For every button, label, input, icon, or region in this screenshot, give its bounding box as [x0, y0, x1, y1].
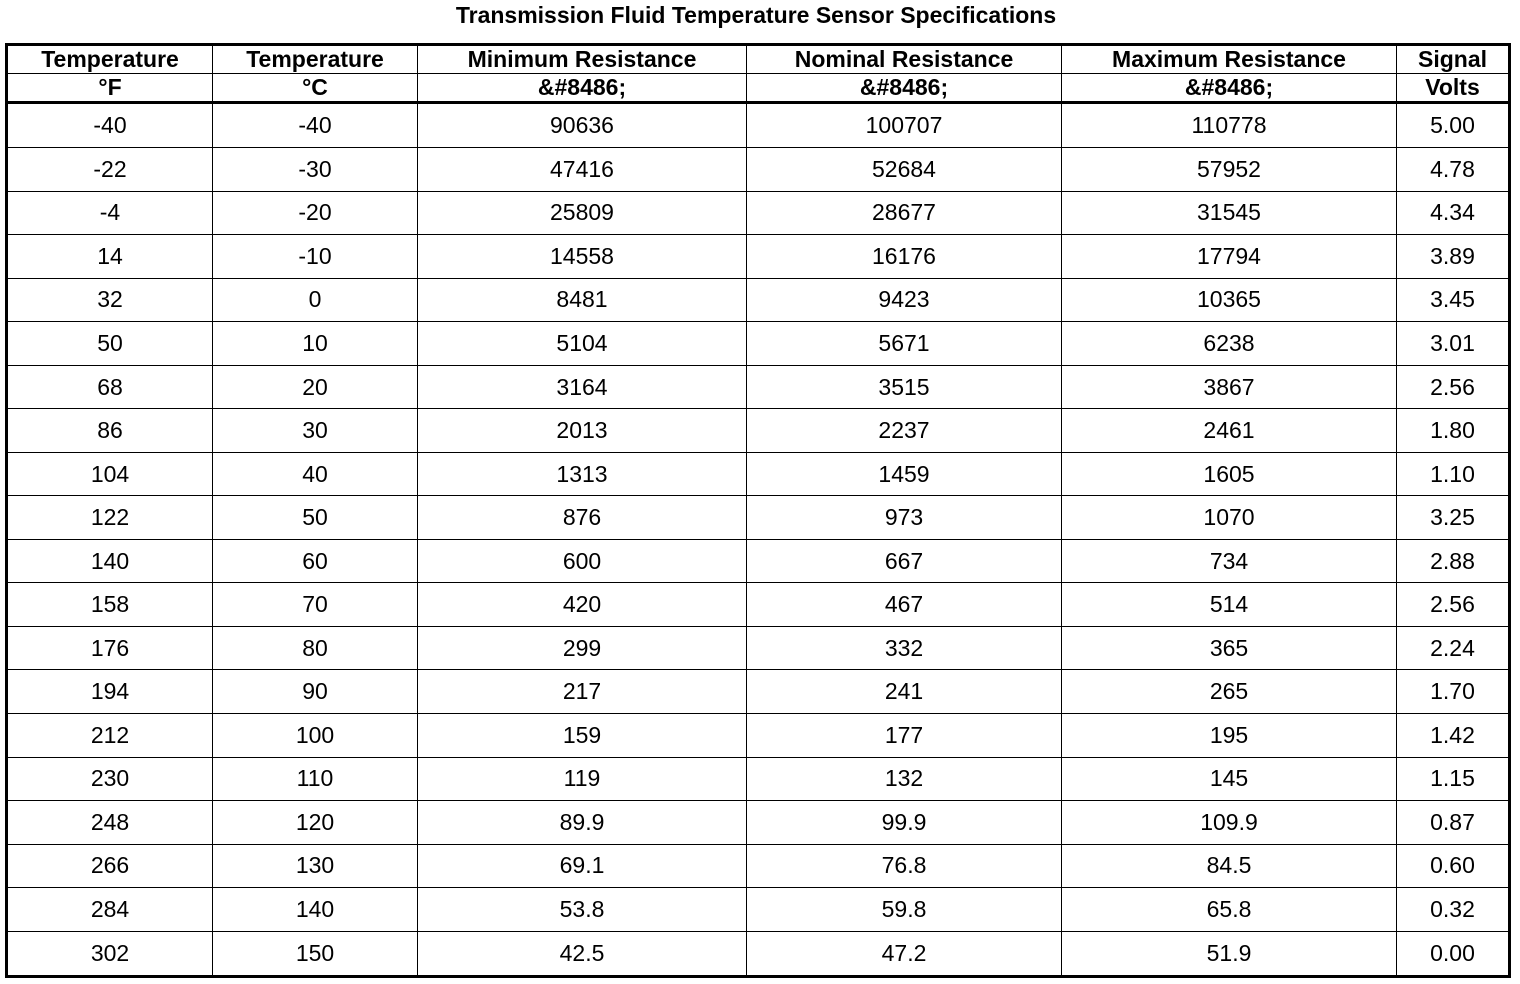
table-cell: 80: [213, 626, 418, 670]
table-row: [7, 583, 1510, 627]
table-cell: 1.80: [1397, 409, 1510, 453]
table-cell: 2.24: [1397, 626, 1510, 670]
table-cell: 5.00: [1397, 103, 1510, 148]
table-cell: 14: [7, 235, 213, 279]
table-cell: -4: [7, 191, 213, 235]
table-cell: 90636: [418, 103, 747, 148]
table-cell: 2461: [1062, 409, 1397, 453]
table-cell: 25809: [418, 191, 747, 235]
table-cell: 365: [1062, 626, 1397, 670]
unit-cell: &#8486;: [1062, 74, 1397, 103]
table-cell: 876: [418, 496, 747, 540]
table-cell: 265: [1062, 670, 1397, 714]
header-cell: Minimum Resistance: [418, 45, 747, 74]
table-cell: 76.8: [747, 844, 1062, 888]
header-row-1: [7, 45, 1510, 74]
table-row: [7, 670, 1510, 714]
table-cell: 69.1: [418, 844, 747, 888]
table-cell: 1605: [1062, 452, 1397, 496]
unit-cell: Volts: [1397, 74, 1510, 103]
table-cell: -10: [213, 235, 418, 279]
header-row-2: [7, 74, 1510, 103]
table-cell: -30: [213, 148, 418, 192]
table-cell: 50: [7, 322, 213, 366]
table-cell: 57952: [1062, 148, 1397, 192]
table-cell: 109.9: [1062, 801, 1397, 845]
table-cell: 667: [747, 539, 1062, 583]
table-cell: 0: [213, 278, 418, 322]
table-cell: 140: [7, 539, 213, 583]
table-cell: 3867: [1062, 365, 1397, 409]
table-cell: 60: [213, 539, 418, 583]
table-cell: 5671: [747, 322, 1062, 366]
table-row: [7, 409, 1510, 453]
table-cell: 734: [1062, 539, 1397, 583]
table-cell: 230: [7, 757, 213, 801]
table-cell: -22: [7, 148, 213, 192]
header-cell: Temperature: [7, 45, 213, 74]
table-cell: -40: [213, 103, 418, 148]
unit-cell: °C: [213, 74, 418, 103]
header-cell: Signal: [1397, 45, 1510, 74]
unit-cell: &#8486;: [747, 74, 1062, 103]
table-cell: 52684: [747, 148, 1062, 192]
table-cell: 1.42: [1397, 714, 1510, 758]
table-row: [7, 148, 1510, 192]
table-cell: 0.00: [1397, 931, 1510, 976]
table-cell: 47416: [418, 148, 747, 192]
table-row: [7, 539, 1510, 583]
table-cell: 42.5: [418, 931, 747, 976]
table-cell: 90: [213, 670, 418, 714]
table-row: [7, 452, 1510, 496]
table-cell: 217: [418, 670, 747, 714]
table-cell: 248: [7, 801, 213, 845]
table-cell: 59.8: [747, 888, 1062, 932]
table-cell: 31545: [1062, 191, 1397, 235]
table-cell: 4.78: [1397, 148, 1510, 192]
table-cell: 420: [418, 583, 747, 627]
table-cell: 122: [7, 496, 213, 540]
table-cell: 110: [213, 757, 418, 801]
table-body: [7, 103, 1510, 977]
table-cell: 241: [747, 670, 1062, 714]
table-cell: 100: [213, 714, 418, 758]
table-cell: 600: [418, 539, 747, 583]
table-cell: 100707: [747, 103, 1062, 148]
table-cell: 3.89: [1397, 235, 1510, 279]
table-row: [7, 235, 1510, 279]
table-cell: 84.5: [1062, 844, 1397, 888]
table-header: [7, 45, 1510, 103]
table-cell: 1.15: [1397, 757, 1510, 801]
table-cell: -40: [7, 103, 213, 148]
table-cell: 2.56: [1397, 365, 1510, 409]
table-cell: 10365: [1062, 278, 1397, 322]
table-cell: 14558: [418, 235, 747, 279]
table-cell: 99.9: [747, 801, 1062, 845]
table-cell: 302: [7, 931, 213, 976]
table-cell: 145: [1062, 757, 1397, 801]
table-cell: 4.34: [1397, 191, 1510, 235]
table-row: [7, 278, 1510, 322]
table-cell: 5104: [418, 322, 747, 366]
table-cell: 1459: [747, 452, 1062, 496]
table-cell: 32: [7, 278, 213, 322]
table-cell: 194: [7, 670, 213, 714]
table-cell: 3.01: [1397, 322, 1510, 366]
table-cell: 40: [213, 452, 418, 496]
table-cell: 110778: [1062, 103, 1397, 148]
table-cell: 3515: [747, 365, 1062, 409]
table-cell: 3.45: [1397, 278, 1510, 322]
table-cell: 0.87: [1397, 801, 1510, 845]
table-cell: 28677: [747, 191, 1062, 235]
table-cell: 86: [7, 409, 213, 453]
table-cell: 10: [213, 322, 418, 366]
table-cell: 1070: [1062, 496, 1397, 540]
table-cell: 177: [747, 714, 1062, 758]
table-cell: 973: [747, 496, 1062, 540]
table-cell: 2.88: [1397, 539, 1510, 583]
table-cell: 20: [213, 365, 418, 409]
table-cell: 17794: [1062, 235, 1397, 279]
table-row: [7, 365, 1510, 409]
table-cell: 2013: [418, 409, 747, 453]
table-cell: 1313: [418, 452, 747, 496]
spec-table: [5, 43, 1511, 978]
table-cell: 0.60: [1397, 844, 1510, 888]
table-cell: 89.9: [418, 801, 747, 845]
table-cell: 0.32: [1397, 888, 1510, 932]
table-cell: 140: [213, 888, 418, 932]
table-row: [7, 714, 1510, 758]
table-cell: 1.10: [1397, 452, 1510, 496]
table-cell: 284: [7, 888, 213, 932]
table-cell: 159: [418, 714, 747, 758]
table-cell: -20: [213, 191, 418, 235]
table-row: [7, 801, 1510, 845]
table-cell: 104: [7, 452, 213, 496]
table-cell: 119: [418, 757, 747, 801]
table-cell: 150: [213, 931, 418, 976]
table-cell: 514: [1062, 583, 1397, 627]
header-cell: Maximum Resistance: [1062, 45, 1397, 74]
page-title: Transmission Fluid Temperature Sensor Specifications: [455, 2, 1057, 28]
table-cell: 9423: [747, 278, 1062, 322]
table-cell: 50: [213, 496, 418, 540]
table-row: [7, 931, 1510, 976]
table-cell: 467: [747, 583, 1062, 627]
table-cell: 53.8: [418, 888, 747, 932]
table-cell: 68: [7, 365, 213, 409]
table-cell: 70: [213, 583, 418, 627]
table-cell: 120: [213, 801, 418, 845]
table-cell: 2.56: [1397, 583, 1510, 627]
table-row: [7, 496, 1510, 540]
table-row: [7, 191, 1510, 235]
table-cell: 51.9: [1062, 931, 1397, 976]
table-cell: 158: [7, 583, 213, 627]
table-cell: 132: [747, 757, 1062, 801]
table-row: [7, 844, 1510, 888]
table-cell: 332: [747, 626, 1062, 670]
table-row: [7, 626, 1510, 670]
table-cell: 3.25: [1397, 496, 1510, 540]
unit-cell: &#8486;: [418, 74, 747, 103]
table-cell: 1.70: [1397, 670, 1510, 714]
table-cell: 266: [7, 844, 213, 888]
table-cell: 8481: [418, 278, 747, 322]
table-row: [7, 322, 1510, 366]
table-cell: 176: [7, 626, 213, 670]
table-cell: 2237: [747, 409, 1062, 453]
table-row: [7, 888, 1510, 932]
table-cell: 16176: [747, 235, 1062, 279]
table-cell: 65.8: [1062, 888, 1397, 932]
table-row: [7, 103, 1510, 148]
table-cell: 47.2: [747, 931, 1062, 976]
table-cell: 130: [213, 844, 418, 888]
table-row: [7, 757, 1510, 801]
unit-cell: °F: [7, 74, 213, 103]
header-cell: Nominal Resistance: [747, 45, 1062, 74]
table-cell: 6238: [1062, 322, 1397, 366]
table-cell: 195: [1062, 714, 1397, 758]
table-cell: 30: [213, 409, 418, 453]
header-cell: Temperature: [213, 45, 418, 74]
table-cell: 3164: [418, 365, 747, 409]
table-cell: 212: [7, 714, 213, 758]
table-cell: 299: [418, 626, 747, 670]
